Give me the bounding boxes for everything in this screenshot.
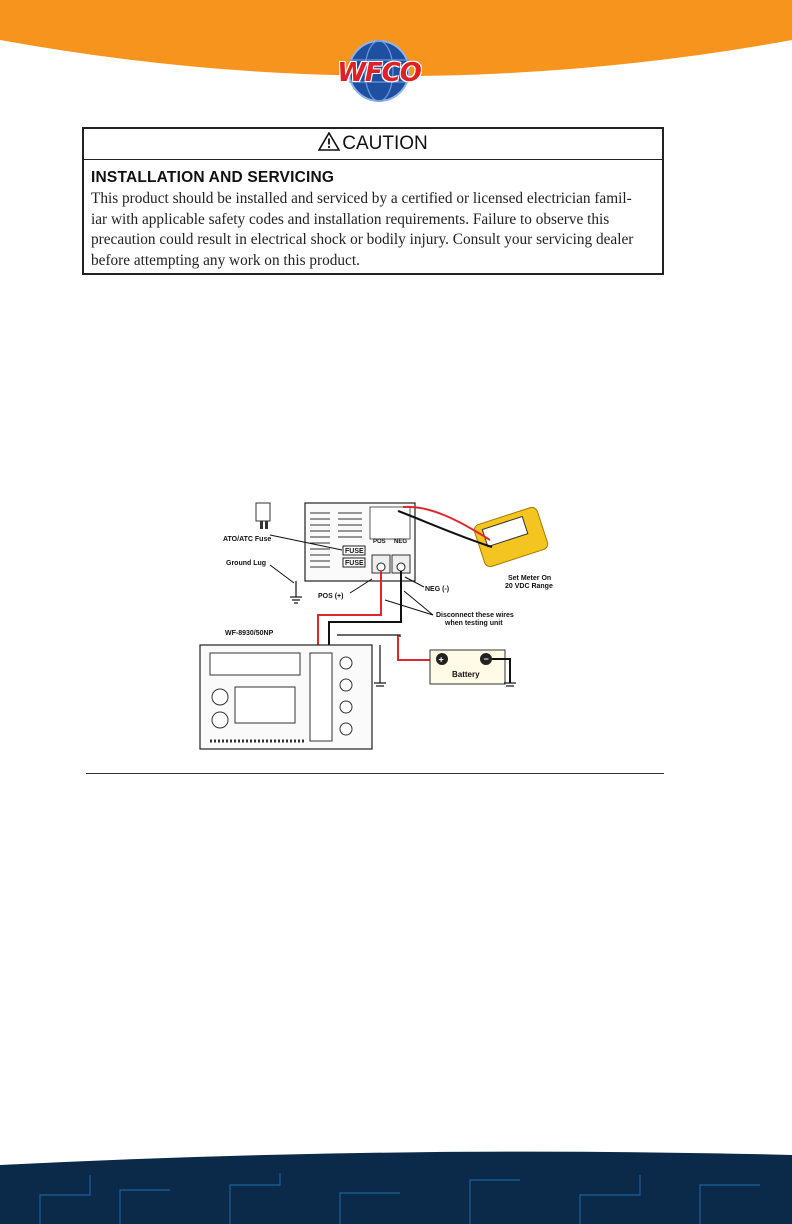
caution-line: This product should be installed and serviced by a certified or licensed electrician famil- xyxy=(91,190,632,207)
section-divider xyxy=(86,773,664,774)
disconnect-note-1: Disconnect these wires xyxy=(436,612,514,619)
fuse-label-1: FUSE xyxy=(345,548,364,555)
caution-box xyxy=(82,127,664,275)
pos-terminal-label: POS xyxy=(373,539,386,545)
footer-band xyxy=(0,1145,792,1224)
battery-label: Battery xyxy=(452,670,480,679)
caution-title: CAUTION xyxy=(342,133,428,154)
ato-fuse-label: ATO/ATC Fuse xyxy=(223,536,272,543)
svg-text:+: + xyxy=(438,654,444,665)
pos-label: POS (+) xyxy=(318,593,344,600)
caution-line: before attempting any work on this product. xyxy=(91,251,360,269)
caution-line: precaution could result in electrical shock or bodily injury. Consult your servicing dealer xyxy=(91,231,634,248)
svg-text:−: − xyxy=(483,654,489,664)
caution-heading: INSTALLATION AND SERVICING xyxy=(91,169,335,186)
caution-line: iar with applicable safety codes and installation requirements. Failure to observe this xyxy=(91,210,610,228)
logo-text: WFCO xyxy=(337,58,421,88)
converter-unit xyxy=(305,503,415,581)
caution-header xyxy=(84,129,662,160)
neg-terminal-label: NEG xyxy=(394,539,408,545)
wfco-logo xyxy=(336,38,422,104)
caution-body xyxy=(91,189,655,271)
fuse-label-2: FUSE xyxy=(345,560,364,567)
ato-fuse-icon xyxy=(256,503,270,529)
warning-triangle-icon xyxy=(318,131,340,161)
meter-note-1: Set Meter On xyxy=(508,575,552,582)
panel-model-label: WF-8930/50NP xyxy=(225,630,274,637)
ground-lug-label: Ground Lug xyxy=(226,560,267,567)
neg-label: NEG (-) xyxy=(425,586,450,593)
meter-note-2: 20 VDC Range xyxy=(505,583,553,590)
wiring-diagram xyxy=(190,495,570,760)
disconnect-note-2: when testing unit xyxy=(445,620,503,627)
